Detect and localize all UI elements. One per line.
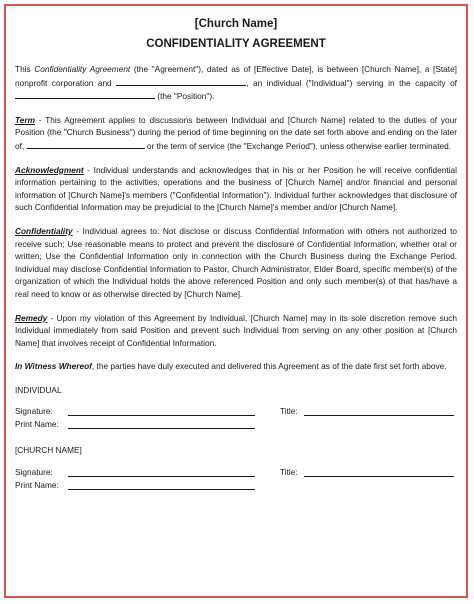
confidentiality-paragraph (15, 225, 457, 301)
intro-text-4: (the "Position"). (155, 91, 215, 102)
witness-paragraph (15, 360, 457, 373)
term-paragraph (15, 114, 457, 153)
capacity-blank[interactable] (15, 89, 155, 99)
church-signature-line[interactable] (68, 476, 255, 477)
title-label: Title: (280, 467, 298, 478)
acknowledgment-heading: Acknowledgment (15, 164, 84, 175)
individual-signature-row (15, 405, 457, 418)
remedy-heading: Remedy (15, 312, 48, 323)
agreement-title: CONFIDENTIALITY AGREEMENT (146, 38, 326, 50)
print-name-label: Print Name: (15, 419, 59, 430)
term-heading: Term (15, 114, 35, 125)
remedy-text: - Upon my violation of this Agreement by Individual, [Church Name] may in its sole discretion remove such Individual immediately from said Position and prevent such Individual from serving on any other position at [Church Name] that involves receipt of Confidential Information. (15, 312, 457, 348)
term-end-date-blank[interactable] (27, 139, 145, 149)
intro-text-2: (the "Agreement"), dated as of [Effective Date], is between [Church Name], a [State] nonprofit corporation and (15, 64, 457, 88)
intro-paragraph (15, 63, 457, 103)
intro-text-1: This (15, 64, 35, 74)
title-label: Title: (280, 406, 298, 417)
signature-label: Signature: (15, 467, 53, 478)
church-signature-row (15, 466, 457, 479)
intro-text-3: , an individual ("Individual") serving in the capacity of (246, 77, 457, 88)
church-title-line[interactable] (304, 476, 454, 477)
individual-print-name-row (15, 418, 457, 431)
term-text-2: or the term of service (the "Exchange Period"), unless otherwise earlier terminated. (144, 140, 452, 151)
confidentiality-heading: Confidentiality (15, 225, 73, 236)
confidentiality-text: - Individual agrees to: Not disclose or discuss Confidential Information with others not authorized to receive such; Use reasonable means to protect and prevent the disclosure of Confidential Information, whether oral or written; Use the Confidential Information only in connection with the Church Business during the Exchange Period. Individual may disclose Confidential Information to Pastor, Church Administrator, Elder Board, specific member(s) of the organization of which the Individual holds the above referenced Position and only such member(s) of that has/have a real need to know or as otherwise directed by [Church Name]. (15, 225, 457, 299)
church-name-heading: [Church Name] (194, 18, 278, 30)
individual-print-name-line[interactable] (68, 428, 255, 429)
church-party-label: [CHURCH NAME] (15, 445, 82, 456)
agreement-name-italic: Confidentiality Agreement (34, 64, 131, 74)
individual-party-label: INDIVIDUAL (15, 384, 62, 395)
church-print-name-row (15, 479, 457, 492)
signature-label: Signature: (15, 406, 53, 417)
remedy-paragraph (15, 312, 457, 350)
witness-heading: In Witness Whereof (15, 361, 92, 372)
individual-name-blank[interactable] (116, 76, 246, 86)
individual-signature-line[interactable] (68, 415, 255, 416)
acknowledgment-text: - Individual understands and acknowledges that in his or her Position he will receive confidential information pertaining to the activities, operations and the business of [Church Name] and/or financial and personal information of [Church Name]'s members ("Confidential Information"). Individual further acknowledges that disclosure of such Confidential Information may be prejudicial to the [Church Name]'s member and/or [Church Name]. (15, 164, 457, 213)
acknowledgment-paragraph (15, 164, 457, 214)
individual-title-line[interactable] (304, 415, 454, 416)
print-name-label: Print Name: (15, 480, 59, 491)
church-print-name-line[interactable] (68, 489, 255, 490)
agreement-document (15, 14, 457, 492)
term-text-1: - This Agreement applies to discussions between Individual and [Church Name] related to the duties of your Position (the "Church Business") during the period of time beginning on the date set forth above and ending on the later of, (15, 114, 457, 151)
witness-text: , the parties have duly executed and delivered this Agreement as of the date first set forth above. (91, 361, 447, 372)
document-frame (4, 4, 468, 598)
